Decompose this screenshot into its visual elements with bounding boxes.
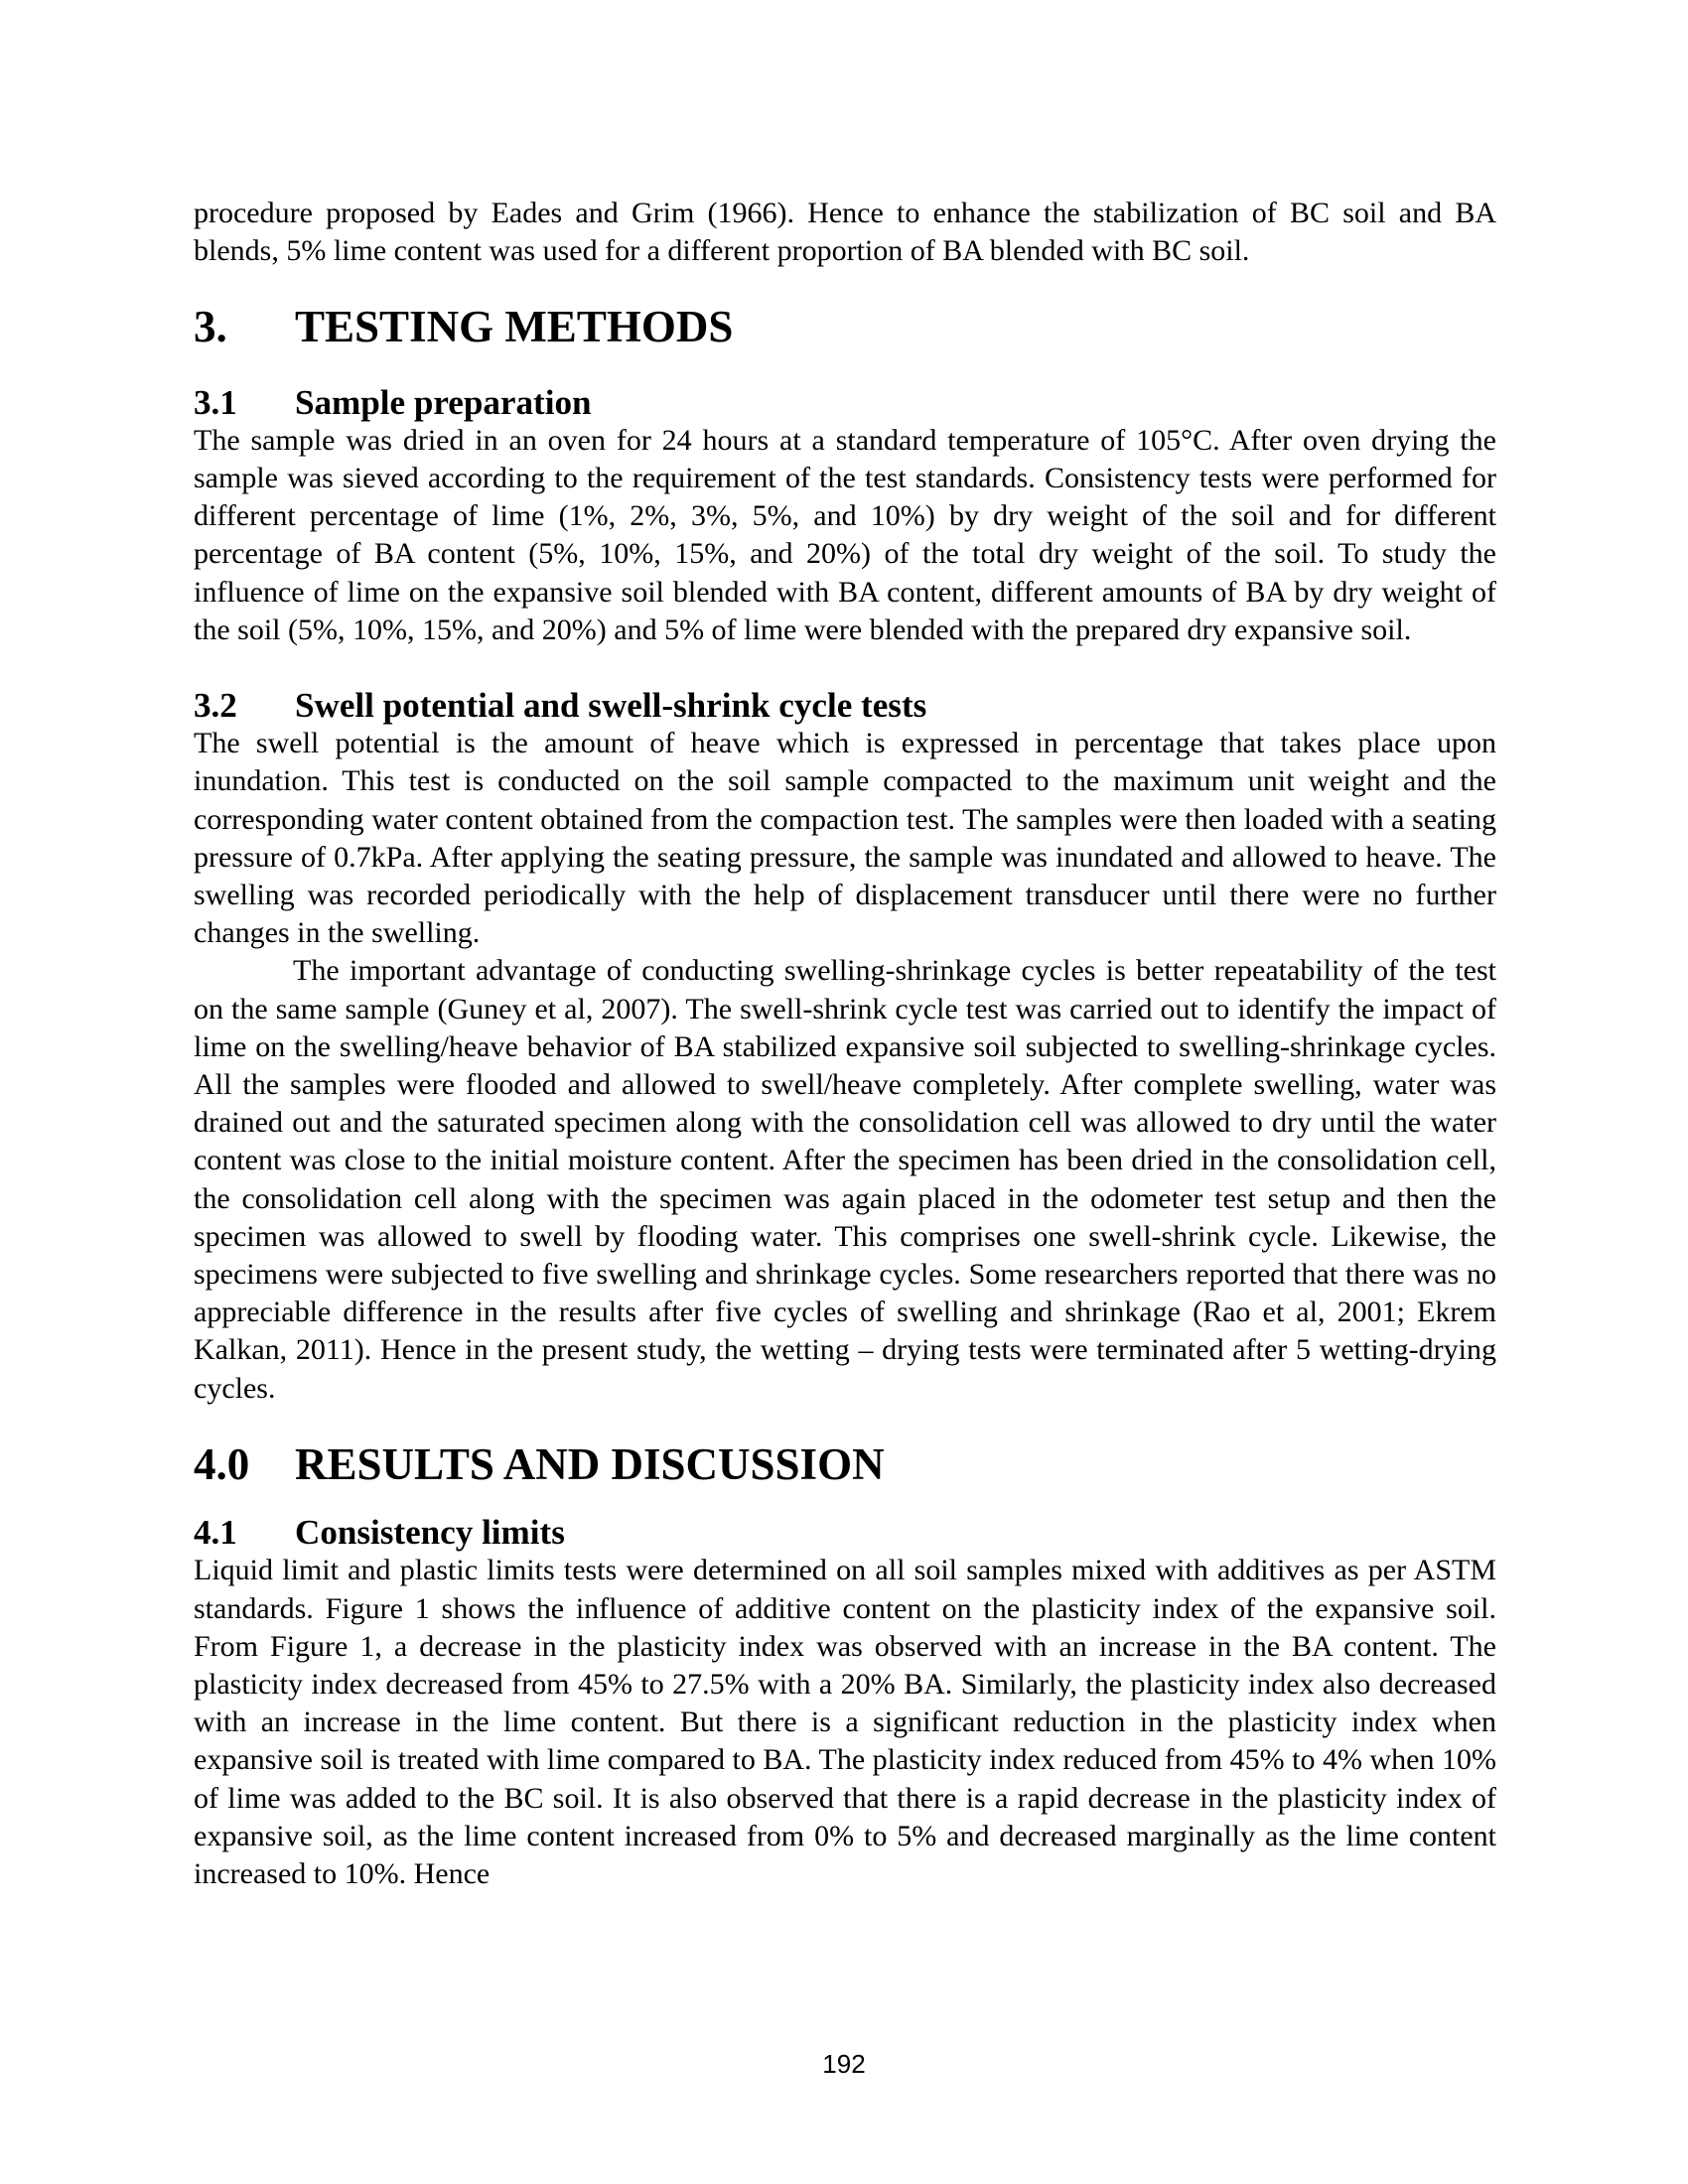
section-3-1-heading: [194, 384, 1496, 422]
subsection-number: 3.2: [194, 686, 237, 726]
section-4-1-paragraph: Liquid limit and plastic limits tests were determined on all soil samples mixed with additives as per ASTM standards. Figure 1 shows the influence of additive content on the plasticity index of the expansive soil. From Figure 1, a decrease in the plasticity index was observed with an increase in the BA content. The plasticity index decreased from 45% to 27.5% with a 20% BA. Similarly, the plasticity index also decreased with an increase in the lime content. But there is a significant reduction in the plasticity index when expansive soil is treated with lime compared to BA. The plasticity index reduced from 45% to 4% when 10% of lime was added to the BC soil. It is also observed that there is a rapid decrease in the plasticity index of expansive soil, as the lime content increased from 0% to 5% and decreased marginally as the lime content increased to 10%. Hence: [194, 1554, 1496, 1890]
section-3-2-paragraph-1: The swell potential is the amount of heave which is expressed in percentage that takes place upon inundation. This test is conducted on the soil sample compacted to the maximum unit weight and the corresponding water content obtained from the compaction test. The samples were then loaded with a seating pressure of 0.7kPa. After applying the seating pressure, the sample was inundated and allowed to heave. The swelling was recorded periodically with the help of displacement transducer until there were no further changes in the swelling.: [194, 727, 1496, 950]
subsection-title: Swell potential and swell-shrink cycle tests: [295, 686, 927, 726]
section-4-heading: [194, 1438, 1496, 1489]
subsection-title: Sample preparation: [295, 382, 592, 422]
subsection-number: 4.1: [194, 1513, 237, 1553]
page-number: 192: [822, 2049, 866, 2079]
section-3-heading: [194, 302, 1496, 352]
section-number: 3.: [194, 302, 227, 352]
intro-paragraph: procedure proposed by Eades and Grim (1966). Hence to enhance the stabilization of BC soil and BA blends, 5% lime content was used for a different proportion of BA blended with BC soil.: [194, 197, 1496, 268]
section-number: 4.0: [194, 1438, 250, 1489]
subsection-number: 3.1: [194, 382, 237, 422]
section-3-2-paragraph-2: The important advantage of conducting swelling-shrinkage cycles is better repeatability of the test on the same sample (Guney et al, 2007). The swell-shrink cycle test was carried out to identify the impact of lime on the swelling/heave behavior of BA stabilized expansive soil subjected to swelling-shrinkage cycles. All the samples were flooded and allowed to swell/heave completely. After complete swelling, water was drained out and the saturated specimen along with the consolidation cell was allowed to dry until the water content was close to the initial moisture content. After the specimen has been dried in the consolidation cell, the consolidation cell along with the specimen was again placed in the odometer test setup and then the specimen was allowed to swell by flooding water. This comprises one swell-shrink cycle. Likewise, the specimens were subjected to five swelling and shrinkage cycles. Some researchers reported that there was no appreciable difference in the results after five cycles of swelling and shrinkage (Rao et al, 2001; Ekrem Kalkan, 2011). Hence in the present study, the wetting – drying tests were terminated after 5 wetting-drying cycles.: [194, 954, 1496, 1405]
section-3-2-heading: [194, 687, 1496, 725]
page-body: [194, 195, 1496, 1893]
section-3-1-paragraph: The sample was dried in an oven for 24 hours at a standard temperature of 105°C. After oven drying the sample was sieved according to the requirement of the test standards. Consistency tests were performed for different percentage of lime (1%, 2%, 3%, 5%, and 10%) by dry weight of the soil and for different percentage of BA content (5%, 10%, 15%, and 20%) of the total dry weight of the soil. To study the influence of lime on the expansive soil blended with BA content, different amounts of BA by dry weight of the soil (5%, 10%, 15%, and 20%) and 5% of lime were blended with the prepared dry expansive soil.: [194, 423, 1496, 646]
section-title: TESTING METHODS: [295, 302, 734, 352]
section-4-1-heading: [194, 1514, 1496, 1552]
subsection-title: Consistency limits: [295, 1513, 565, 1553]
section-title: RESULTS AND DISCUSSION: [295, 1438, 885, 1489]
